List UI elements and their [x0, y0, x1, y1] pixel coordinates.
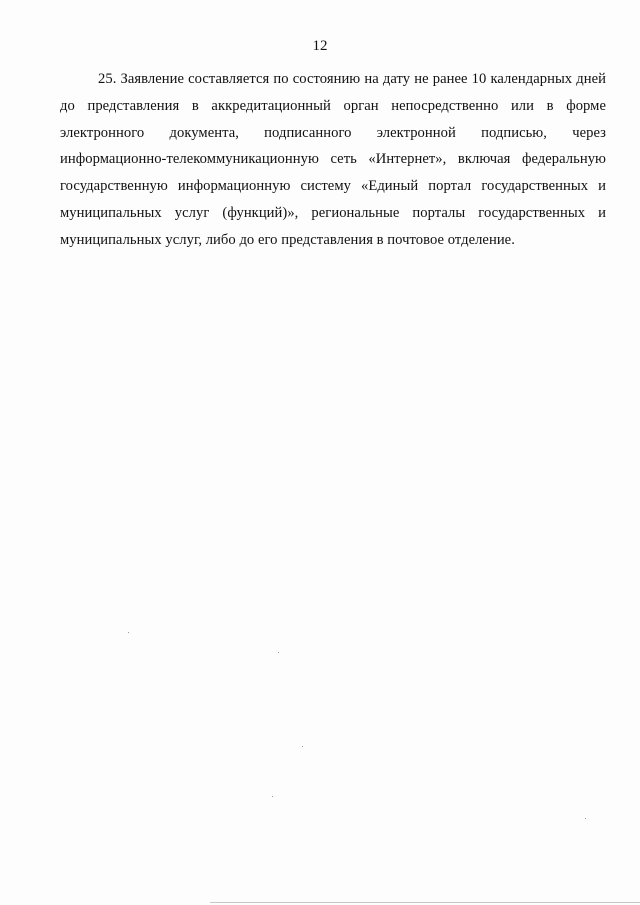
scan-edge-line: [210, 902, 640, 903]
scan-speck: [302, 746, 303, 747]
scan-speck: [128, 632, 129, 633]
page-number: 12: [312, 38, 328, 54]
scan-speck: [585, 818, 586, 819]
paragraph-25: 25. Заявление составляется по состоянию на дату не ранее 10 календарных дней до представления в аккредитационный орган непосредственно или в форме электронного документа, подписанного электронной подписью, через информационно-телекоммуникационную сеть «Интернет», включая федеральную государственную информационную систему «Единый портал государственных и муниципальных услуг (функций)», региональные порталы государственных и муниципальных услуг, либо до его представления в почтовое отделение.: [60, 71, 606, 248]
scan-speck: [278, 652, 279, 653]
scan-speck: [272, 796, 273, 797]
